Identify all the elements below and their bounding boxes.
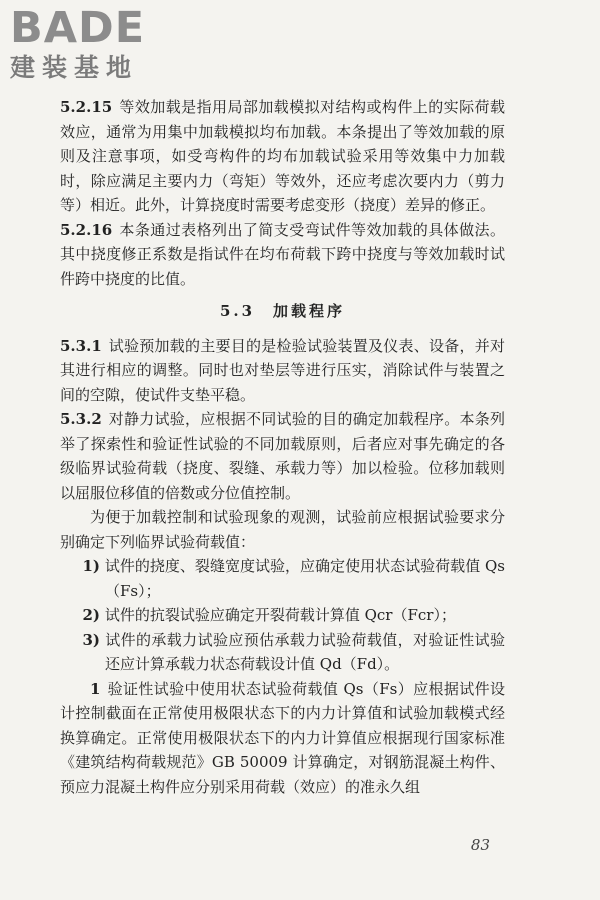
list-item-text: 试件的抗裂试验应确定开裂荷载计算值 Qcr（Fcr）；	[104, 606, 456, 624]
list-item	[60, 554, 505, 603]
section-5-2-15	[60, 95, 505, 218]
paragraph-number: 1	[90, 679, 101, 698]
intro-paragraph: 为便于加载控制和试验现象的观测，试验前应根据试验要求分别确定下列临界试验荷载值：	[60, 508, 505, 551]
list-item-text: 试件的挠度、裂缝宽度试验，应确定使用状态试验荷载值 Qs（Fs）；	[104, 557, 505, 600]
logo	[10, 3, 180, 82]
section-heading: 5.3 加载程序	[219, 302, 346, 320]
list-item	[60, 603, 505, 628]
page-body	[60, 95, 505, 799]
logo-sub-text: 建装基地	[10, 53, 139, 82]
section-5-2-16	[60, 218, 505, 292]
section-5-3-2	[60, 407, 505, 505]
list-item-text: 试件的承载力试验应预估承载力试验荷载值，对验证性试验还应计算承载力状态荷载设计值 Qd（Fd）。	[105, 630, 505, 673]
list-item-number: 3)	[82, 630, 101, 649]
paragraph-1	[60, 677, 505, 800]
paragraph-text: 验证性试验中使用状态试验荷载值 Qs（Fs）应根据试件设计控制截面在正常使用极限状态下的内力计算值和试验加载模式经换算确定。正常使用极限状态下的内力计算值应根据现行国家标准《建筑结构荷载规范》GB 50009 计算确定，对钢筋混凝土构件、预应力混凝土构件应分别采用荷载（效应）的准永久组	[60, 679, 505, 796]
list-item-number: 2)	[82, 606, 101, 624]
section-number: 5.2.16	[60, 220, 113, 239]
list-item	[60, 628, 505, 677]
section-5-3-1	[60, 334, 505, 408]
section-text: 对静力试验，应根据不同试验的目的确定加载程序。本条列举了探索性和验证性试验的不同加载原则，后者应对事先确定的各级临界试验荷载（挠度、裂缝、承载力等）加以检验。位移加载则以屈服位移值的倍数或分位值控制。	[60, 410, 505, 502]
page-number: 83	[470, 836, 490, 854]
list-item-number: 1)	[82, 557, 101, 575]
section-number: 5.3.1	[60, 336, 102, 355]
section-number: 5.2.15	[60, 98, 113, 116]
section-text: 等效加载是指用局部加载模拟对结构或构件上的实际荷载效应，通常为用集中加载模拟均布加载。本条提出了等效加载的原则及注意事项，如受弯构件的均布加载试验采用等效集中力加载时，除应满足主要内力（弯矩）等效外，还应考虑次要内力（剪力等）相近。此外，计算挠度时需要考虑变形（挠度）差异的修正。	[60, 98, 505, 214]
section-number: 5.3.2	[60, 410, 102, 428]
logo-main-text: BADE	[10, 3, 146, 53]
section-text: 试验预加载的主要目的是检验试验装置及仪表、设备，并对其进行相应的调整。同时也对垫层等进行压实，消除试件与装置之间的空隙，使试件支垫平稳。	[60, 336, 505, 404]
section-text: 本条通过表格列出了简支受弯试件等效加载的具体做法。其中挠度修正系数是指试件在均布荷载下跨中挠度与等效加载时试件跨中挠度的比值。	[60, 220, 505, 288]
